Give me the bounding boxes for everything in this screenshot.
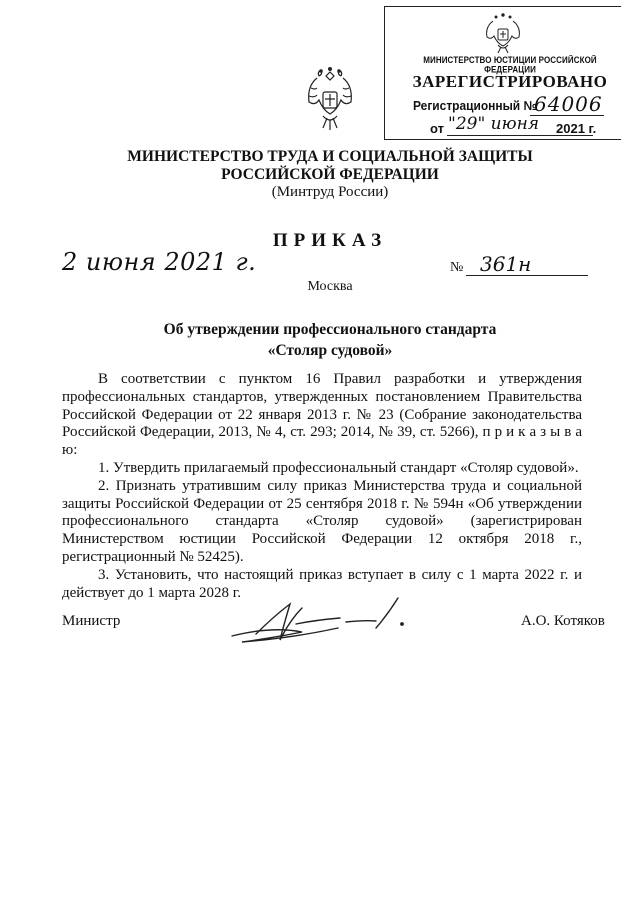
city: Москва: [307, 279, 353, 294]
coat-of-arms-icon: [303, 66, 357, 136]
order-item-1: 1. Утвердить прилагаемый профессиональный стандарт «Столяр судовой».: [98, 459, 579, 476]
handwritten-signature: [226, 596, 416, 648]
ministry-name-line2: РОССИЙСКОЙ ФЕДЕРАЦИИ: [221, 166, 439, 183]
stamp-number-value: 64006: [534, 92, 603, 116]
preamble-paragraph: В соответствии с пунктом 16 Правил разработки и утверждения профессиональных стандартов, утвержденных постановлением Правительства Российской Федерации от 22 января 2013 г. № 23 (Собрание законодательства Российской Федерации, 2013, № 4, ст. 293; 2014, № 39, ст. 5266), п р и к а з ы в а ю:: [62, 371, 582, 459]
ministry-short-name: (Минтруд России): [271, 184, 389, 200]
stamp-date-prefix: от: [430, 121, 444, 136]
document-type: ПРИКАЗ: [272, 230, 388, 251]
ministry-name-line1: МИНИСТЕРСТВО ТРУДА И СОЦИАЛЬНОЙ ЗАЩИТЫ: [127, 148, 533, 165]
stamp-date-value: "29" июня: [448, 114, 540, 134]
stamp-registered-label: ЗАРЕГИСТРИРОВАНО: [412, 72, 608, 91]
signer-name: А.О. Котяков: [521, 613, 605, 629]
order-number-underline: [466, 275, 588, 276]
signer-position: Министр: [62, 613, 121, 629]
title-line2: «Столяр судовой»: [267, 342, 393, 359]
stamp-number-underline: [530, 115, 604, 116]
stamp-coat-of-arms-icon: [483, 13, 523, 55]
ministry-name: [100, 148, 560, 184]
stamp-date-year: 2021 г.: [556, 121, 597, 136]
stamp-number-label: Регистрационный №: [413, 98, 537, 113]
stamp-ministry-name: МИНИСТЕРСТВО ЮСТИЦИИ РОССИЙСКОЙ ФЕДЕРАЦИИ: [423, 55, 597, 75]
order-item-2: 2. Признать утратившим силу приказ Министерства труда и социальной защиты Российской Федерации от 25 сентября 2018 г. № 594н «Об утверждении профессионального стандарта «Столяр судовой» (зарегистрирован Министерством юстиции Российской Федерации 12 октября 2018 г., регистрационный № 52425).: [62, 477, 582, 565]
title-line1: Об утверждении профессионального стандарта: [163, 321, 497, 338]
order-number-label: №: [450, 260, 464, 275]
document-title: [80, 319, 580, 361]
order-number-handwritten: 361н: [480, 252, 532, 276]
stamp-date-underline: [447, 135, 593, 136]
order-item-3: 3. Установить, что настоящий приказ вступает в силу с 1 марта 2022 г. и действует до 1 марта 2028 г.: [62, 566, 582, 601]
document-body: [62, 371, 582, 602]
order-date-handwritten: 2 июня 2021 г.: [62, 248, 257, 276]
